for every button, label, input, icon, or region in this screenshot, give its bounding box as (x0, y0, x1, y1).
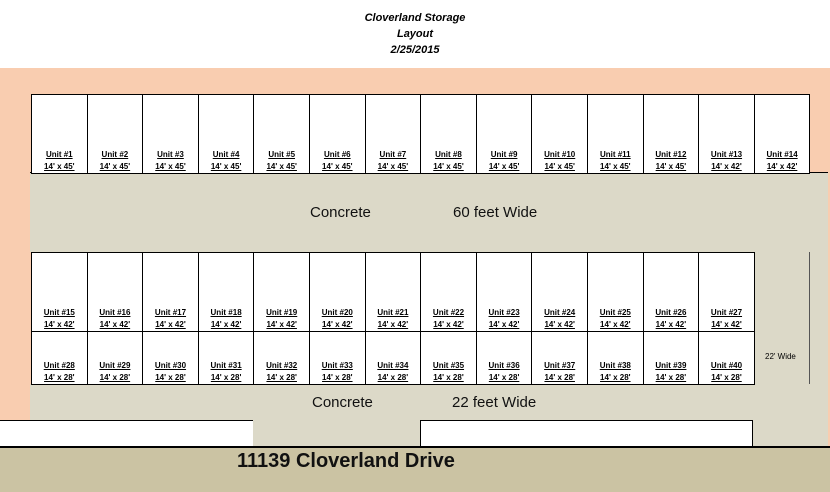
unit-number: Unit #35 (432, 361, 465, 370)
unit-number: Unit #23 (488, 308, 520, 317)
unit-size: 14' x 45' (488, 162, 520, 171)
unit-size: 14' x 42' (600, 320, 631, 329)
unit-number: Unit #40 (710, 361, 743, 370)
storage-unit (531, 252, 588, 332)
storage-unit (476, 252, 533, 332)
unit-number: Unit #27 (710, 308, 743, 317)
unit-number: Unit #12 (655, 150, 687, 159)
storage-unit (31, 94, 88, 174)
storage-unit (142, 252, 199, 332)
unit-number: Unit #8 (435, 150, 462, 159)
storage-unit (365, 331, 422, 385)
unit-number: Unit #19 (266, 308, 298, 317)
upper-concrete-drive (30, 172, 828, 252)
lower-concrete-label: Concrete (312, 394, 373, 411)
unit-size: 14' x 45' (44, 162, 75, 171)
storage-unit (754, 94, 811, 174)
white-strip-left (0, 420, 253, 446)
unit-size: 14' x 28' (44, 373, 75, 382)
unit-number: Unit #2 (101, 150, 129, 159)
storage-unit (198, 252, 255, 332)
unit-size: 14' x 28' (210, 373, 242, 382)
unit-number: Unit #25 (599, 308, 631, 317)
unit-number: Unit #15 (43, 308, 75, 317)
unit-size: 14' x 42' (544, 320, 575, 329)
unit-number: Unit #5 (268, 150, 296, 159)
storage-unit (587, 331, 644, 385)
unit-number: Unit #10 (544, 150, 576, 159)
storage-unit (253, 94, 310, 174)
storage-unit (365, 94, 422, 174)
unit-size: 14' x 28' (655, 373, 687, 382)
storage-unit (698, 252, 755, 332)
unit-size: 14' x 28' (322, 373, 353, 382)
unit-number: Unit #9 (490, 150, 518, 159)
storage-unit (309, 252, 366, 332)
unit-number: Unit #38 (599, 361, 631, 370)
storage-unit (476, 94, 533, 174)
street-address: 11139 Cloverland Drive (237, 450, 455, 472)
unit-size: 14' x 28' (99, 373, 131, 382)
unit-number: Unit #4 (212, 150, 240, 159)
storage-unit (698, 94, 755, 174)
side-drive-edge-line (809, 252, 810, 384)
unit-size: 14' x 42' (210, 320, 242, 329)
unit-size: 14' x 28' (544, 373, 575, 382)
unit-number: Unit #14 (766, 150, 798, 159)
unit-size: 14' x 42' (433, 320, 464, 329)
lower-concrete-drive (30, 384, 828, 420)
unit-size: 14' x 42' (711, 162, 742, 171)
unit-size: 14' x 28' (711, 373, 742, 382)
storage-unit (698, 331, 755, 385)
unit-size: 14' x 28' (600, 373, 631, 382)
unit-size: 14' x 45' (322, 162, 353, 171)
unit-size: 14' x 28' (266, 373, 297, 382)
storage-unit (476, 331, 533, 385)
storage-unit (643, 252, 700, 332)
upper-drive-width: 60 feet Wide (453, 204, 538, 221)
unit-size: 14' x 45' (433, 162, 464, 171)
unit-size: 14' x 45' (600, 162, 631, 171)
white-strip-right (420, 420, 753, 446)
unit-size: 14' x 45' (210, 162, 242, 171)
unit-number: Unit #11 (599, 150, 631, 159)
unit-size: 14' x 42' (711, 320, 742, 329)
upper-concrete-label: Concrete (310, 204, 371, 221)
layout-date: 2/25/2015 (390, 44, 440, 56)
unit-size: 14' x 42' (266, 320, 297, 329)
unit-size: 14' x 45' (155, 162, 186, 171)
unit-number: Unit #24 (544, 308, 576, 317)
storage-unit (643, 331, 700, 385)
unit-size: 14' x 45' (544, 162, 575, 171)
side-drive-width: 22' Wide (765, 352, 796, 361)
storage-unit (253, 252, 310, 332)
unit-size: 14' x 45' (266, 162, 297, 171)
unit-number: Unit #30 (154, 361, 187, 370)
unit-size: 14' x 28' (433, 373, 464, 382)
unit-size: 14' x 28' (155, 373, 186, 382)
unit-size: 14' x 42' (488, 320, 520, 329)
unit-number: Unit #33 (321, 361, 353, 370)
layout-title: Cloverland Storage (364, 12, 466, 24)
storage-unit (420, 94, 477, 174)
unit-size: 14' x 45' (655, 162, 687, 171)
storage-unit (253, 331, 310, 385)
unit-number: Unit #29 (99, 361, 131, 370)
storage-unit (365, 252, 422, 332)
unit-number: Unit #22 (432, 308, 465, 317)
storage-unit (420, 331, 477, 385)
unit-number: Unit #1 (45, 150, 73, 159)
unit-number: Unit #13 (710, 150, 743, 159)
lower-drive-width: 22 feet Wide (452, 394, 537, 411)
unit-number: Unit #36 (488, 361, 520, 370)
storage-unit (87, 94, 144, 174)
unit-size: 14' x 42' (766, 162, 798, 171)
unit-size: 14' x 42' (44, 320, 75, 329)
storage-unit (309, 94, 366, 174)
unit-size: 14' x 42' (322, 320, 353, 329)
unit-size: 14' x 42' (99, 320, 131, 329)
storage-unit (643, 94, 700, 174)
storage-unit (31, 252, 88, 332)
side-concrete-drive (753, 250, 828, 384)
unit-number: Unit #39 (655, 361, 687, 370)
storage-unit (587, 252, 644, 332)
unit-number: Unit #32 (266, 361, 298, 370)
storage-unit (87, 252, 144, 332)
unit-number: Unit #3 (157, 150, 184, 159)
storage-unit (142, 94, 199, 174)
storage-unit (142, 331, 199, 385)
storage-unit (31, 331, 88, 385)
unit-number: Unit #37 (544, 361, 576, 370)
unit-number: Unit #34 (377, 361, 409, 370)
unit-size: 14' x 45' (377, 162, 409, 171)
unit-number: Unit #31 (210, 361, 242, 370)
unit-number: Unit #6 (323, 150, 351, 159)
storage-unit (309, 331, 366, 385)
unit-size: 14' x 42' (655, 320, 687, 329)
unit-number: Unit #7 (379, 150, 407, 159)
unit-number: Unit #28 (43, 361, 75, 370)
unit-size: 14' x 42' (377, 320, 409, 329)
unit-number: Unit #17 (154, 308, 187, 317)
unit-size: 14' x 28' (377, 373, 409, 382)
unit-size: 14' x 42' (155, 320, 186, 329)
unit-size: 14' x 28' (488, 373, 520, 382)
unit-number: Unit #26 (655, 308, 687, 317)
storage-unit (198, 331, 255, 385)
unit-number: Unit #21 (377, 308, 409, 317)
storage-unit (587, 94, 644, 174)
storage-unit (531, 94, 588, 174)
unit-number: Unit #16 (99, 308, 131, 317)
storage-unit (198, 94, 255, 174)
unit-number: Unit #18 (210, 308, 242, 317)
layout-subtitle: Layout (396, 28, 434, 40)
unit-number: Unit #20 (321, 308, 353, 317)
storage-unit (531, 331, 588, 385)
storage-unit (87, 331, 144, 385)
storage-unit (420, 252, 477, 332)
driveway-entrance-right (753, 420, 828, 446)
unit-size: 14' x 45' (99, 162, 131, 171)
driveway-entrance-left (253, 420, 420, 446)
